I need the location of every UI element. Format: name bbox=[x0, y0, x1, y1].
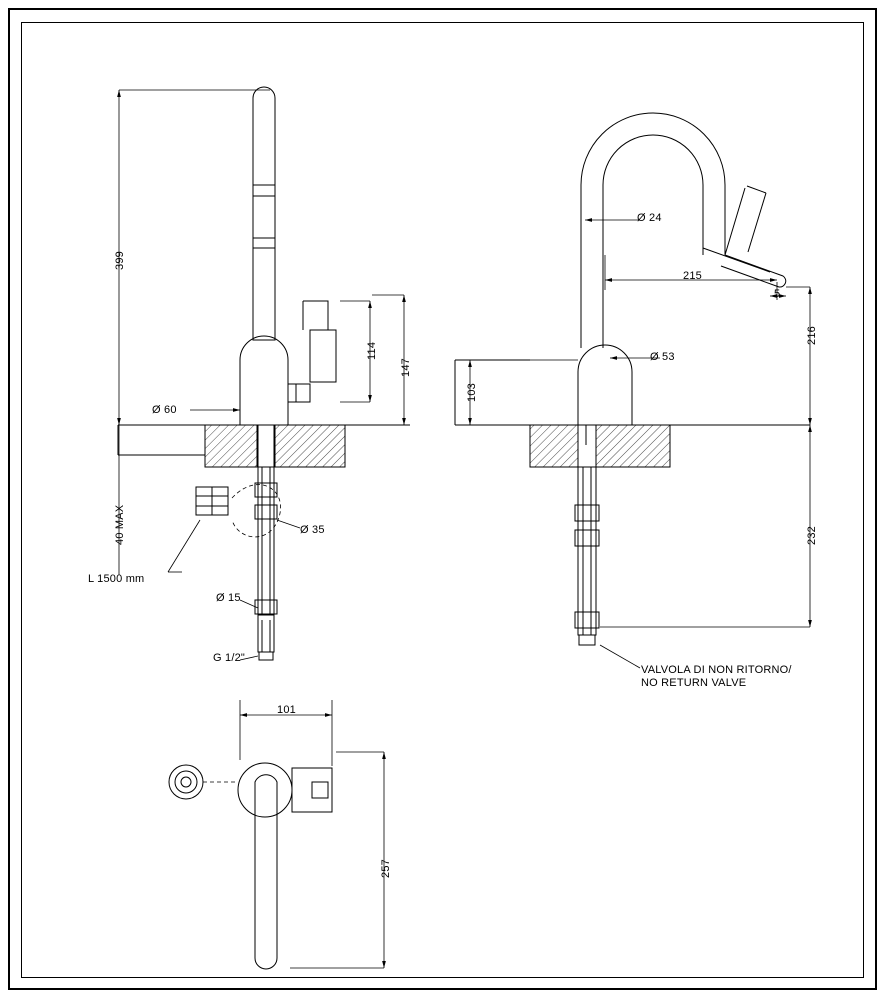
dim-label-d24: Ø 24 bbox=[637, 212, 662, 224]
dim-label-147: 147 bbox=[400, 358, 412, 377]
dim-label-g12: G 1/2" bbox=[213, 652, 246, 664]
dim-label-399: 399 bbox=[114, 251, 126, 270]
note-label-valve-en: NO RETURN VALVE bbox=[641, 677, 747, 689]
dim-label-d35: Ø 35 bbox=[300, 524, 325, 536]
dim-label-hose-length: L 1500 mm bbox=[88, 573, 145, 585]
dim-label-232: 232 bbox=[806, 526, 818, 545]
top-view-geometry bbox=[169, 763, 332, 969]
dim-label-5: 5 bbox=[774, 288, 781, 300]
dim-label-216: 216 bbox=[806, 326, 818, 345]
dim-label-257: 257 bbox=[380, 859, 392, 878]
side-view-dimension-lines bbox=[470, 220, 810, 627]
dim-label-d15: Ø 15 bbox=[216, 592, 241, 604]
dim-label-40max: 40 MAX bbox=[114, 504, 126, 545]
dim-label-114: 114 bbox=[366, 341, 378, 360]
side-view-geometry bbox=[455, 113, 810, 668]
dim-label-d60: Ø 60 bbox=[152, 404, 177, 416]
top-view-dimension-lines bbox=[240, 700, 384, 968]
dim-label-215: 215 bbox=[683, 270, 702, 282]
front-view-geometry bbox=[118, 87, 410, 660]
dim-label-103: 103 bbox=[466, 383, 478, 402]
note-label-valve-it: VALVOLA DI NON RITORNO/ bbox=[641, 664, 792, 676]
dim-label-d53: Ø 53 bbox=[650, 351, 675, 363]
dim-label-101: 101 bbox=[277, 704, 296, 716]
